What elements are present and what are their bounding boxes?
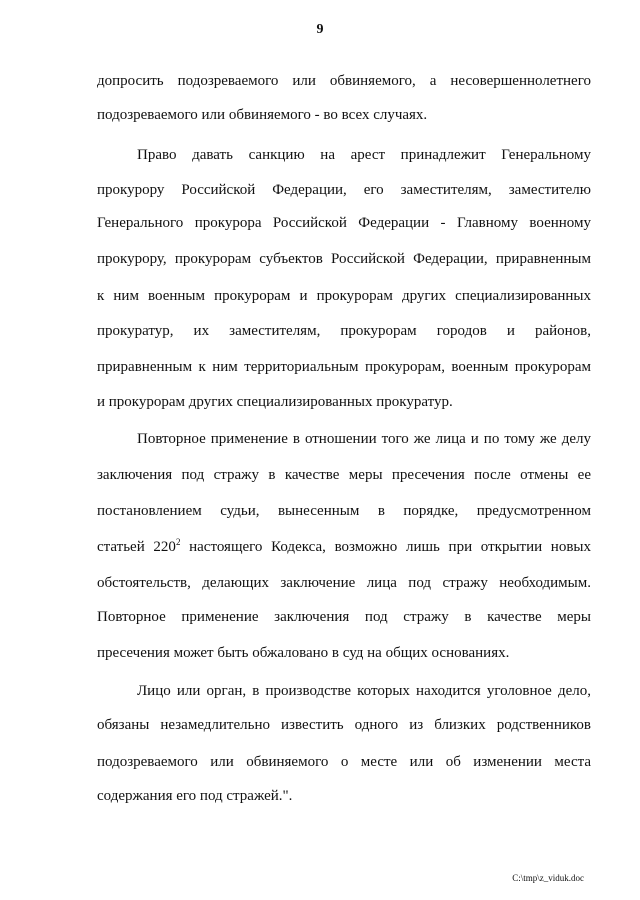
text-line: Лицо или орган, в производстве которых находится уголовное дело, bbox=[137, 683, 591, 699]
text-line: Генерального прокурора Российской Федерации - Главному военному bbox=[97, 215, 591, 231]
text-line: к ним военным прокурорам и прокурорам других специализированных bbox=[97, 288, 591, 304]
text-line-continuation: настоящего Кодекса, возможно лишь при открытии новых bbox=[189, 539, 591, 555]
page-number: 9 bbox=[316, 22, 324, 37]
article-reference: статьей 220 bbox=[97, 539, 176, 555]
text-line: обстоятельств, делающих заключение лица под стражу необходимым. bbox=[97, 575, 591, 591]
text-line: Повторное применение заключения под стражу в качестве меры bbox=[97, 609, 591, 625]
article-superscript: 2 bbox=[175, 537, 181, 547]
text-line: и прокурорам других специализированных прокуратур. bbox=[97, 394, 453, 410]
text-line: прокурору, прокурорам субъектов Российской Федерации, приравненным bbox=[97, 251, 591, 267]
text-line: прокурору Российской Федерации, его заместителям, заместителю bbox=[97, 182, 591, 198]
text-line: содержания его под стражей.". bbox=[97, 788, 293, 804]
text-line: подозреваемого или обвиняемого о месте или об изменении места bbox=[97, 754, 591, 770]
text-line: постановлением судьи, вынесенным в порядке, предусмотренном bbox=[97, 503, 591, 519]
text-line: заключения под стражу в качестве меры пресечения после отмены ее bbox=[97, 467, 591, 483]
text-line: Право давать санкцию на арест принадлежит Генеральному bbox=[137, 147, 591, 163]
text-line: подозреваемого или обвиняемого - во всех случаях. bbox=[97, 107, 428, 123]
footer-file-path: C:\tmp\z_viduk.doc bbox=[512, 873, 584, 883]
text-line: пресечения может быть обжаловано в суд на общих основаниях. bbox=[97, 645, 510, 661]
text-line: Повторное применение в отношении того же лица и по тому же делу bbox=[137, 431, 591, 447]
text-line bbox=[97, 538, 591, 556]
text-line: обязаны незамедлительно известить одного из близких родственников bbox=[97, 717, 591, 733]
text-line: приравненным к ним территориальным прокурорам, военным прокурорам bbox=[97, 359, 591, 375]
text-line: допросить подозреваемого или обвиняемого, а несовершеннолетнего bbox=[97, 73, 591, 89]
text-line: прокуратур, их заместителям, прокурорам городов и районов, bbox=[97, 323, 591, 339]
